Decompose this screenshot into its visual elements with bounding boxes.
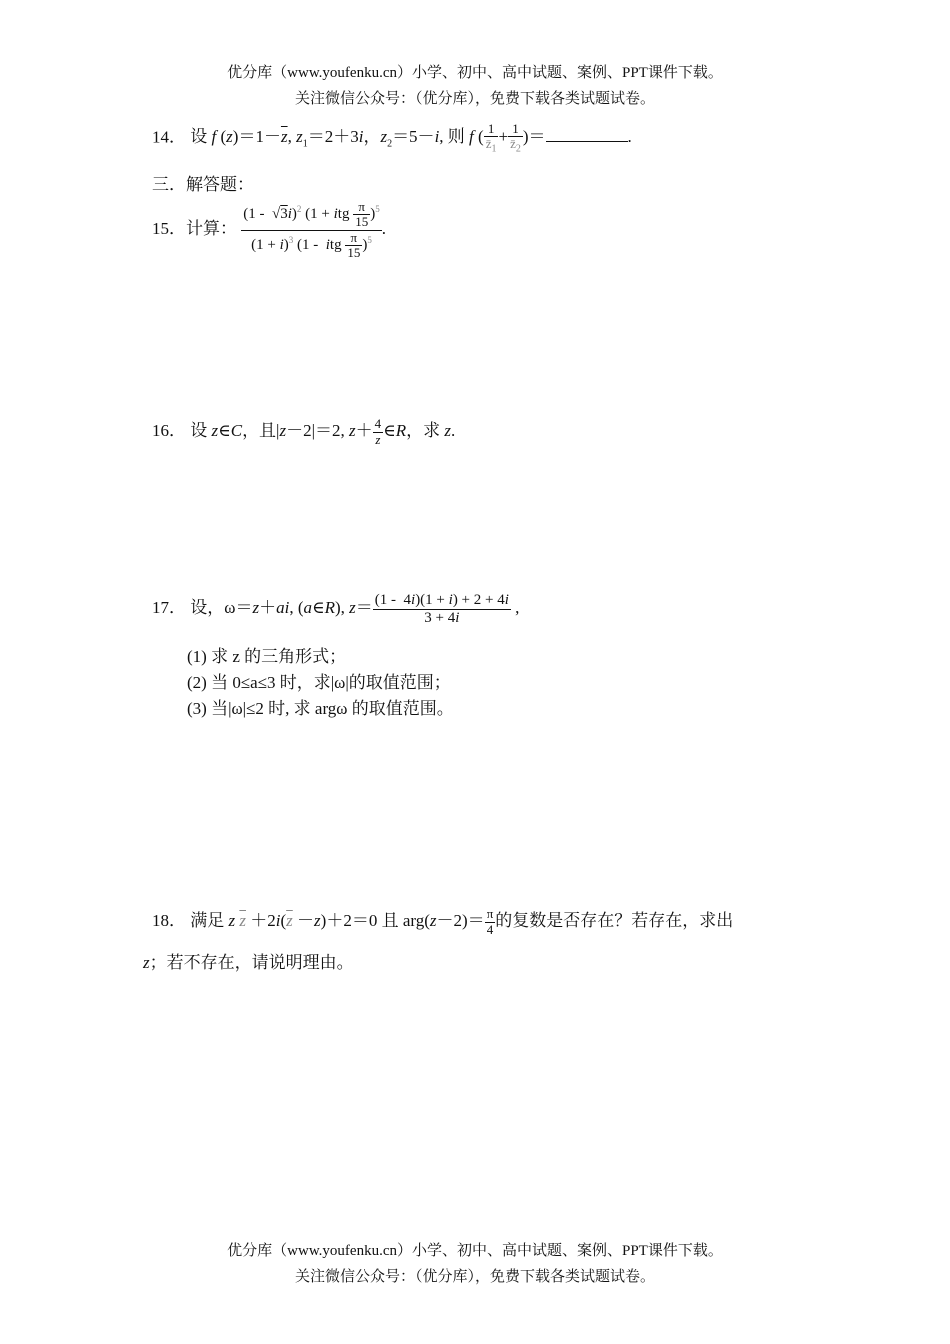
question-17-text: 设，ω＝z＋ai, (a∈R), z＝ $\frac{(1 - 4i)(1 + i) + 2 + 4i}{3 + 4i}$ , [190,592,520,626]
question-15-number: 15． [152,219,186,238]
question-14-text: 设 f $(z)=1-\overline{z}$, $z_1=2+3i$，$z_2=5-i$, 则 f ( $\frac{1}{z̄_1}$ + $\frac{1}{z̄_2}$ )＝ . [190,121,632,155]
question-16 [152,416,455,447]
question-17-part-1: (1) 求 z 的三角形式； [187,647,347,666]
question-18-number: 18． [152,911,186,930]
question-17-part-3: (3) 当|ω|≤2 时, 求 argω 的取值范围。 [187,699,454,718]
answer-blank[interactable] [546,125,628,142]
question-17-part-2: (2) 当 0≤a≤3 时，求|ω|的取值范围； [187,673,451,692]
footer-line-1: 优分库（www.youfenku.cn）小学、初中、高中试题、案例、PPT课件下载。 [227,1243,723,1259]
question-18 [152,906,733,937]
question-17 [152,592,519,626]
header-line-1: 优分库（www.youfenku.cn）小学、初中、高中试题、案例、PPT课件下载。 [227,65,723,81]
question-16-number: 16． [152,421,186,440]
question-15-label: 计算： [186,219,237,238]
section-title: 三．解答题： [152,175,254,194]
question-17-number: 17． [152,597,186,617]
question-18-text-line-1: 满足 z $\overline{z} +2i(\overline{z} -z)+2=0$ 且 arg(z－2)＝ $\frac{\pi}{4}$ 的复数是否存在？若存在，求出 [190,906,734,937]
question-15-expression: (1 - √3i)$^2$ (1 + itg $\frac{\pi}{15}$ )$^5$ $(1 + i)^3$ (1 - itg $\frac{\pi}{15}$ )$^5$ [243,199,380,260]
question-16-text: 设 z∈C，且|z－2|＝2, z＋ $\frac{4}{z}$ ∈R，求 z. [190,416,456,447]
question-18-text-line-2: z；若不存在，请说明理由。 [143,953,354,972]
question-15: 15．计算： (1 - √3i)$^2$ (1 + itg $\frac{\pi}{15}$ )$^5$ $(1 + i)^3$ (1 - itg $\frac{\pi}{15}$ )$^5$ . [152,199,386,260]
question-14-number: 14． [152,127,186,147]
header-line-2: 关注微信公众号：（优分库），免费下载各类试题试卷。 [294,91,655,107]
question-14 [152,122,632,155]
footer-line-2: 关注微信公众号：（优分库），免费下载各类试题试卷。 [294,1269,655,1285]
